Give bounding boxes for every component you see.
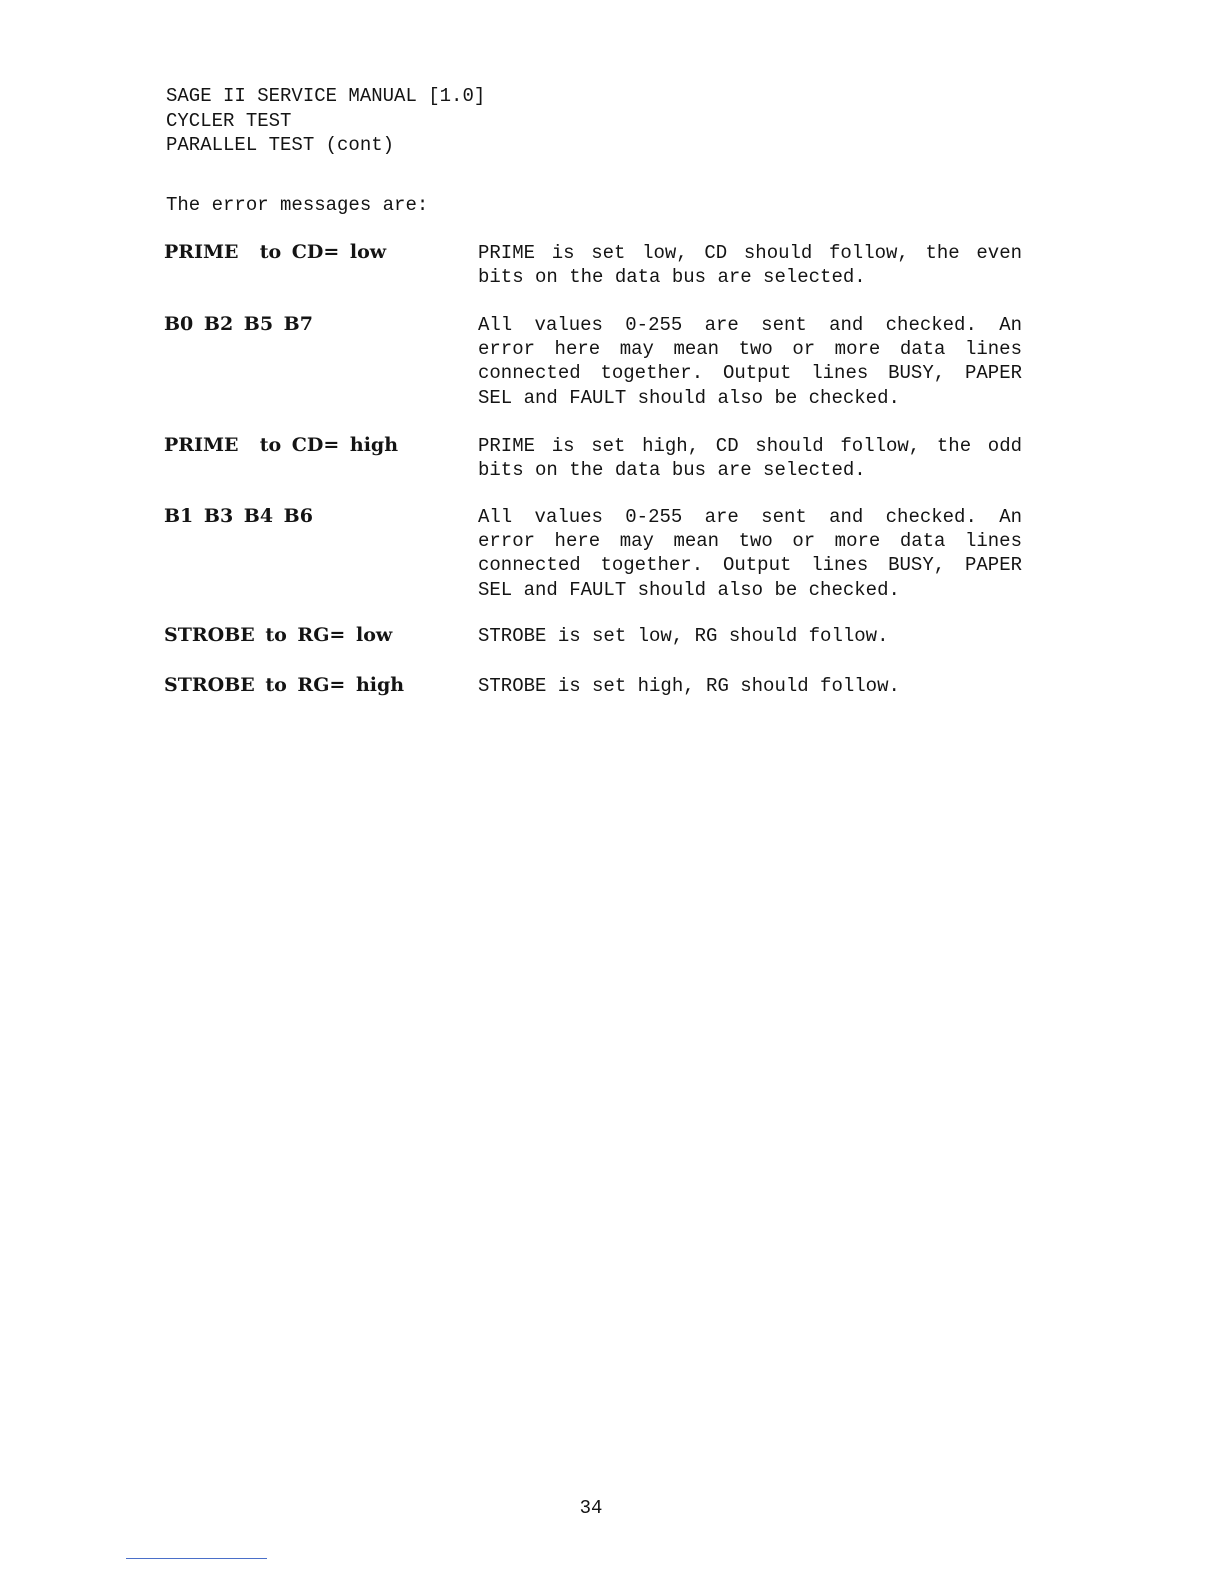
description-line: PRIME is set high, CD should follow, the odd — [478, 435, 1022, 457]
error-term: B1 B3 B4 B6 — [164, 505, 313, 527]
description-line: STROBE is set high, RG should follow. — [478, 675, 900, 697]
description-line: connected together. Output lines BUSY, PAPER — [478, 362, 1022, 385]
description-line: bits on the data bus are selected. — [478, 266, 866, 289]
description-line: All values 0-255 are sent and checked. An — [478, 506, 1022, 528]
footer-rule — [126, 1558, 267, 1559]
description-line: error here may mean two or more data lines — [478, 530, 1022, 553]
description-line: SEL and FAULT should also be checked. — [478, 386, 900, 409]
description-line: STROBE is set low, RG should follow. — [478, 625, 889, 647]
description-line: SEL and FAULT should also be checked. — [478, 578, 900, 601]
subsection-title: PARALLEL TEST (cont) — [166, 134, 395, 156]
description-line: PRIME is set low, CD should follow, the even — [478, 242, 1022, 264]
page-header — [166, 84, 485, 158]
error-description — [478, 674, 1022, 698]
error-term: STROBE to RG= low — [164, 624, 393, 646]
description-line: bits on the data bus are selected. — [478, 459, 866, 482]
page-number: 34 — [579, 1497, 603, 1519]
error-description — [478, 241, 1022, 289]
error-description — [478, 624, 1022, 648]
description-line: connected together. Output lines BUSY, PAPER — [478, 554, 1022, 577]
error-term: PRIME to CD= high — [164, 434, 399, 456]
error-description — [478, 505, 1022, 602]
description-line: error here may mean two or more data lines — [478, 338, 1022, 361]
description-line: All values 0-255 are sent and checked. An — [478, 314, 1022, 336]
section-title: CYCLER TEST — [166, 109, 292, 132]
error-term: STROBE to RG= high — [164, 674, 405, 696]
manual-title: SAGE II SERVICE MANUAL [1.0] — [166, 85, 486, 107]
error-description — [478, 313, 1022, 410]
error-term: B0 B2 B5 B7 — [164, 313, 313, 335]
intro-text: The error messages are: — [166, 194, 429, 216]
error-description — [478, 434, 1022, 482]
error-term: PRIME to CD= low — [164, 241, 387, 263]
